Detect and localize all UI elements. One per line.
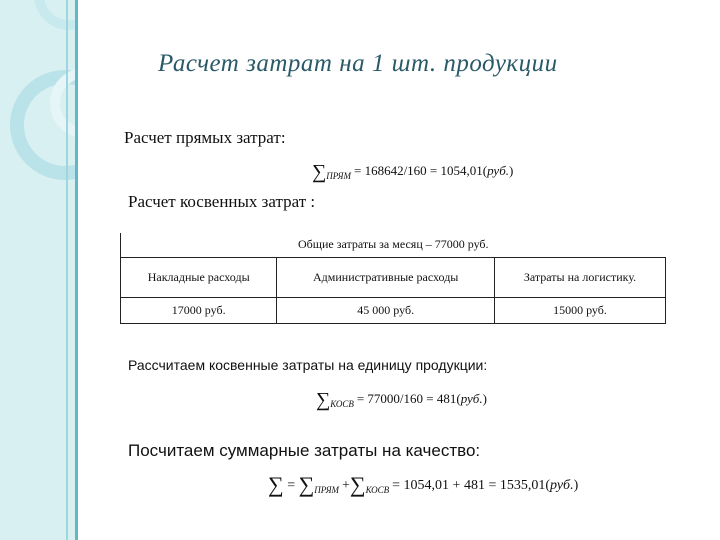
slide-title: Расчет затрат на 1 шт. продукции <box>158 50 558 77</box>
formula-plus: + <box>342 478 350 493</box>
formula-close: ) <box>508 163 514 178</box>
formula-subscript-direct: ПРЯМ <box>314 485 339 495</box>
formula-close: ) <box>482 391 487 406</box>
formula-unit: руб. <box>550 478 574 493</box>
table-cell: 45 000 руб. <box>277 297 495 323</box>
sum-symbol: ∑ <box>316 389 331 411</box>
table-header-cell: Административные расходы <box>277 257 495 297</box>
formula-expression: = 168642/160 = 1054,01( <box>353 163 488 178</box>
decorative-ring-top <box>34 0 78 30</box>
decorative-side-band <box>0 0 78 540</box>
table-row <box>121 297 666 323</box>
sum-symbol: ∑ <box>268 472 284 497</box>
per-unit-indirect-heading: Рассчитаем косвенные затраты на единицу продукции: <box>128 357 488 373</box>
sum-symbol: ∑ <box>298 472 315 497</box>
formula-close: ) <box>573 478 579 493</box>
formula-subscript-indirect: КОСВ <box>330 399 354 409</box>
table-caption-row <box>121 233 666 257</box>
formula-equals: = <box>287 478 296 493</box>
sum-symbol: ∑ <box>312 161 327 183</box>
total-costs-formula <box>268 472 578 498</box>
table-cell: 17000 руб. <box>121 297 277 323</box>
sum-symbol: ∑ <box>349 472 366 497</box>
formula-unit: руб. <box>487 163 509 178</box>
direct-costs-heading: Расчет прямых затрат: <box>124 128 286 147</box>
direct-costs-formula <box>312 161 513 184</box>
indirect-costs-table <box>120 233 666 324</box>
table-cell: 15000 руб. <box>495 297 666 323</box>
table-header-row <box>121 257 666 297</box>
table-header-cell: Затраты на логистику. <box>495 257 666 297</box>
formula-expression: = 77000/160 = 481( <box>356 391 461 406</box>
formula-unit: руб. <box>460 391 483 406</box>
total-costs-heading: Посчитаем суммарные затраты на качество: <box>128 441 481 460</box>
table-header-cell: Накладные расходы <box>121 257 277 297</box>
table-caption: Общие затраты за месяц – 77000 руб. <box>121 233 666 257</box>
indirect-costs-heading: Расчет косвенных затрат : <box>128 192 316 211</box>
formula-expression: = 1054,01 + 481 = 1535,01( <box>392 478 551 493</box>
formula-subscript-indirect: КОСВ <box>365 485 390 495</box>
per-unit-indirect-formula <box>316 389 487 412</box>
formula-subscript-direct: ПРЯМ <box>326 171 351 181</box>
decorative-band-line <box>66 0 68 540</box>
